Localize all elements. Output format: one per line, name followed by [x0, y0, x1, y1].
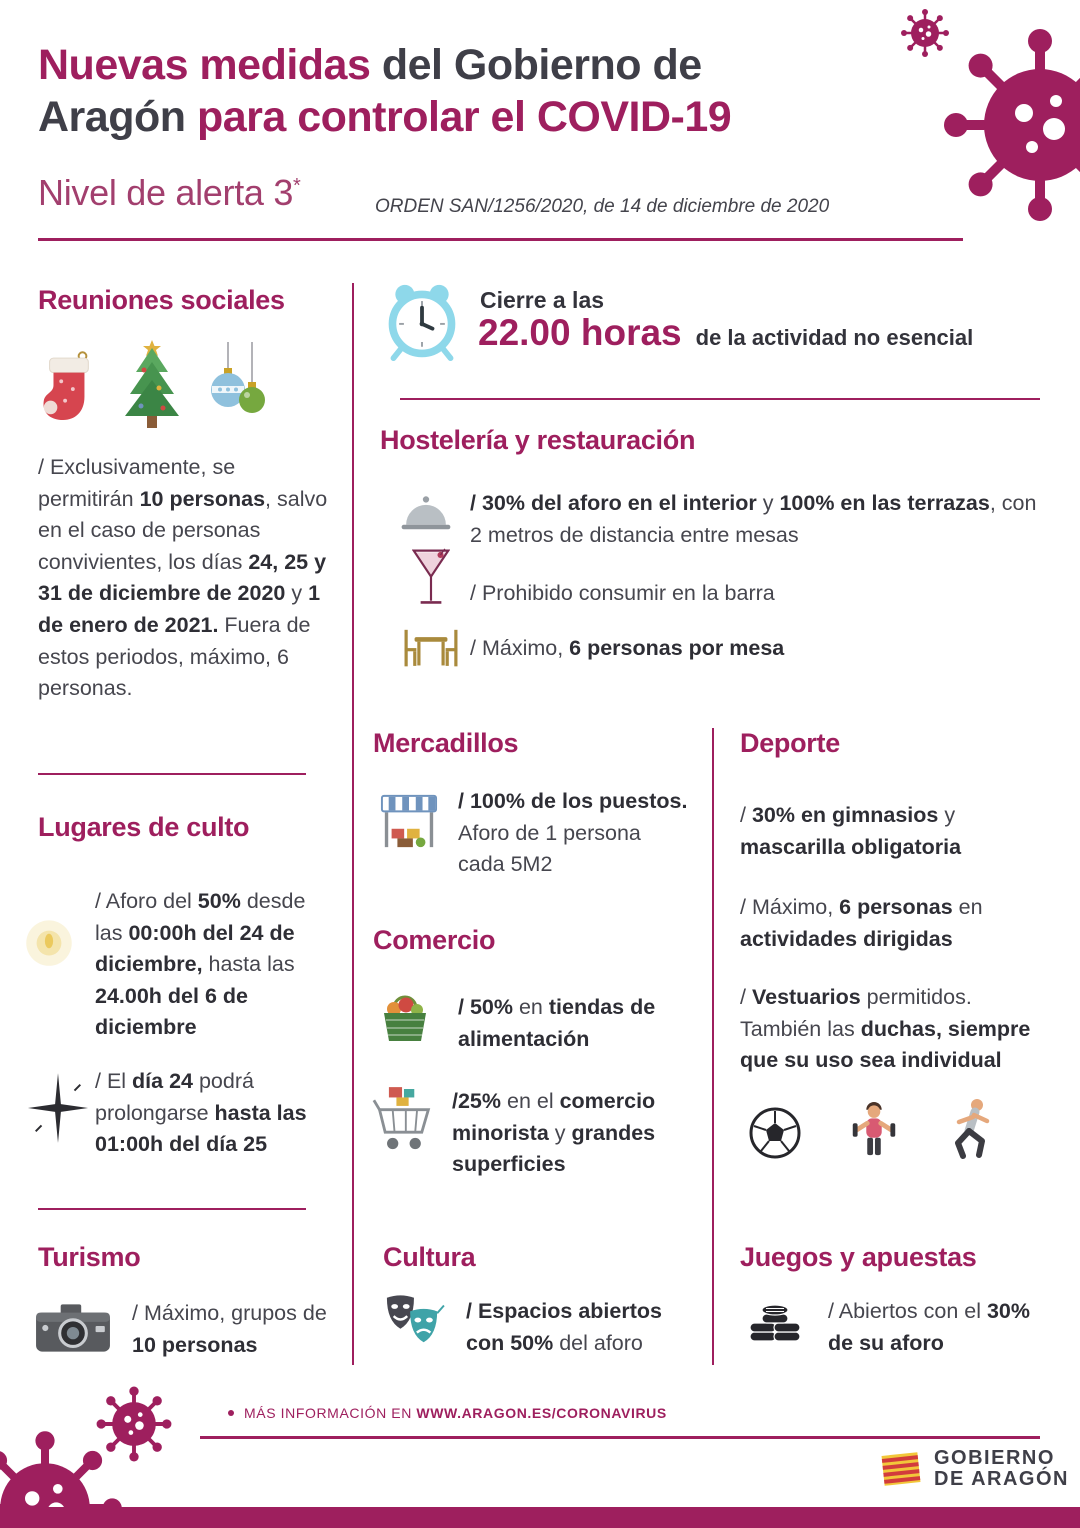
deporte-item-3: / Vestuarios permitidos. También las duchas, siempre que su uso sea individual	[740, 985, 1031, 1073]
logo-text	[934, 1448, 1069, 1490]
footer-info-text	[244, 1405, 667, 1421]
alert-level-text: Nivel de alerta 3	[38, 172, 294, 213]
weightlifter-icon	[846, 1100, 902, 1160]
market-stall-icon	[380, 792, 438, 852]
page-title	[38, 40, 888, 143]
page-title-line2	[38, 92, 888, 144]
left-divider-1	[38, 773, 306, 775]
poker-chips-icon	[748, 1292, 802, 1350]
title-rest-1: del Gobierno de	[370, 41, 702, 89]
deporte-item-1: / 30% en gimnasios y mascarilla obligatoria	[740, 803, 962, 859]
serving-cloche-icon	[398, 490, 454, 536]
left-divider-2	[38, 1208, 306, 1210]
section-title-mercadillos: Mercadillos	[373, 728, 519, 758]
christmas-stocking-icon	[38, 350, 98, 430]
comercio-item-1: / 50% en tiendas de alimentación	[458, 995, 656, 1051]
page-title-line1	[38, 40, 888, 92]
juegos-item-1: / Abiertos con el 30% de su aforo	[828, 1299, 1030, 1355]
bullet-dot-icon	[228, 1410, 234, 1416]
shopping-cart-icon	[372, 1084, 434, 1156]
camera-icon	[34, 1300, 112, 1356]
header-divider	[38, 238, 963, 241]
section-title-hosteleria: Hostelería y restauración	[380, 425, 696, 455]
hosteleria-item-2: / Prohibido consumir en la barra	[470, 581, 775, 605]
title-rest-2: Aragón	[38, 92, 197, 141]
logo-line-2: DE ARAGÓN	[934, 1468, 1069, 1490]
deporte-item-2: / Máximo, 6 personas en actividades dirigidas	[740, 895, 983, 951]
section-title-reuniones: Reuniones sociales	[38, 285, 285, 315]
title-accent-2: para controlar el COVID-19	[196, 92, 732, 141]
section-title-comercio: Comercio	[373, 925, 496, 955]
reuniones-icons	[38, 338, 270, 430]
candle-glow-icon	[18, 910, 80, 972]
gobierno-aragon-logo	[878, 1448, 1069, 1490]
christmas-baubles-icon	[206, 342, 270, 430]
footer-url-link[interactable]: WWW.ARAGON.ES/CORONAVIRUS	[416, 1405, 667, 1421]
alarm-clock-icon	[382, 282, 462, 362]
christmas-tree-icon	[116, 338, 188, 430]
hosteleria-item-3: / Máximo, 6 personas por mesa	[470, 636, 785, 660]
mercadillos-item-1: / 100% de los puestos. Aforo de 1 persona cada 5M2	[458, 789, 688, 877]
logo-line-1: GOBIERNO	[934, 1447, 1055, 1469]
table-and-chairs-icon	[400, 628, 462, 670]
culto-item-1: / Aforo del 50% desde las 00:00h del 24 de diciembre, hasta las 24.00h del 6 de diciembre	[95, 889, 306, 1040]
bottom-accent-bar	[0, 1507, 1080, 1528]
footer-info	[228, 1405, 667, 1421]
section-title-cultura: Cultura	[383, 1242, 476, 1272]
culto-item-2: / El día 24 podrá prolongarse hasta las 01:00h del día 25	[95, 1069, 307, 1157]
closing-line	[478, 312, 973, 354]
hosteleria-item-1: / 30% del aforo en el interior y 100% en las terrazas, con 2 metros de distancia entre mesas	[470, 491, 1037, 547]
closing-lead: Cierre a las	[480, 287, 605, 313]
section-title-turismo: Turismo	[38, 1242, 141, 1272]
order-reference: ORDEN SAN/1256/2020, de 14 de diciembre de 2020	[375, 196, 830, 217]
cultura-item-1: / Espacios abiertos con 50% del aforo	[466, 1299, 662, 1355]
section-title-juegos: Juegos y apuestas	[740, 1242, 977, 1272]
reuniones-paragraph: / Exclusivamente, se permitirán 10 personas, salvo en el caso de personas convivientes, los días 24, 25 y 31 de diciembre de 2020 y 1 de enero de 2021. Fuera de estos periodos, máximo, 6 personas.	[38, 455, 328, 701]
footer-divider	[200, 1436, 1040, 1439]
theater-masks-icon	[381, 1292, 445, 1350]
deporte-icons	[748, 1098, 996, 1160]
turismo-item-1: / Máximo, grupos de 10 personas	[132, 1301, 327, 1357]
closing-divider	[400, 398, 1040, 400]
vertical-divider-right	[712, 728, 714, 1365]
food-basket-icon	[376, 986, 434, 1044]
title-accent-1: Nuevas medidas	[38, 41, 371, 89]
star-sparkle-icon	[26, 1072, 90, 1144]
comercio-item-2: /25% en el comercio minorista y grandes superficies	[452, 1089, 656, 1177]
section-title-culto: Lugares de culto	[38, 812, 250, 842]
runner-icon	[946, 1098, 996, 1160]
closing-rest: de la actividad no esencial	[695, 325, 974, 350]
closing-time: 22.00 horas	[478, 312, 682, 353]
virus-icon-large-top	[940, 25, 1080, 225]
alert-level	[38, 172, 301, 214]
alert-asterisk: *	[293, 175, 301, 197]
cocktail-glass-icon	[412, 548, 450, 612]
section-title-deporte: Deporte	[740, 728, 840, 758]
soccer-ball-icon	[748, 1106, 802, 1160]
aragon-flag-icon	[878, 1449, 924, 1489]
vertical-divider-left	[352, 283, 354, 1365]
footer-info-prefix: MÁS INFORMACIÓN EN	[244, 1405, 417, 1421]
